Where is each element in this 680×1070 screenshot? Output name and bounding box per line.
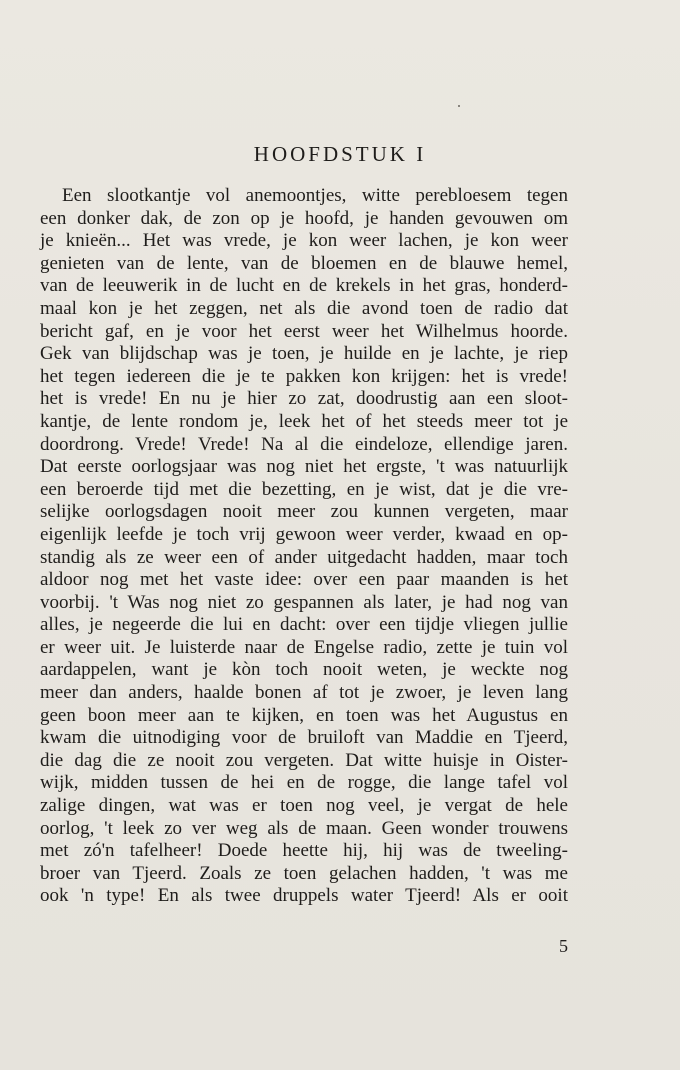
text-line: kwam die uitnodiging voor de bruiloft van Maddie en Tjeerd, [40,727,568,749]
text-line: er weer uit. Je luisterde naar de Engelse radio, zette je tuin vol [40,636,568,658]
text-line: oorlog, 't leek zo ver weg als de maan. Geen wonder trouwens [40,817,568,839]
page-number: 5 [559,936,568,956]
text-line: een beroerde tijd met die bezetting, en je wist, dat je die vre- [40,478,568,500]
text-line: selijke oorlogsdagen nooit meer zou kunnen vergeten, maar [40,501,568,523]
text-line: genieten van de lente, van de bloemen en de blauwe hemel, [40,252,568,274]
text-line: een donker dak, de zon op je hoofd, je handen gevouwen om [40,207,568,229]
text-line: alles, je negeerde die lui en dacht: over een tijdje vliegen jullie [40,614,568,636]
text-line: het is vrede! En nu je hier zo zat, doodrustig aan een sloot- [40,388,568,410]
body-text [40,185,568,908]
text-line: je knieën... Het was vrede, je kon weer lachen, je kon weer [40,230,568,252]
text-line: het tegen iedereen die je te pakken kon krijgen: het is vrede! [40,365,568,387]
text-line: voorbij. 't Was nog niet zo gespannen als later, je had nog van [40,591,568,613]
text-line: van de leeuwerik in de lucht en de krekels in het gras, honderd- [40,275,568,297]
paper-speck [458,105,460,107]
text-line: Dat eerste oorlogsjaar was nog niet het ergste, 't was natuurlijk [40,456,568,478]
text-line: broer van Tjeerd. Zoals ze toen gelachen hadden, 't was me [40,862,568,884]
text-line: eigenlijk leefde je toch vrij gewoon weer verder, kwaad en op- [40,523,568,545]
text-line: die dag die ze nooit zou vergeten. Dat witte huisje in Oister- [40,749,568,771]
text-line: meer dan anders, haalde bonen af tot je zwoer, je leven lang [40,682,568,704]
text-line: bericht gaf, en je voor het eerst weer het Wilhelmus hoorde. [40,320,568,342]
text-line: aardappelen, want je kòn toch nooit weten, je weckte nog [40,659,568,681]
text-line: standig als ze weer een of ander uitgedacht hadden, maar toch [40,546,568,568]
text-line: kantje, de lente rondom je, leek het of het steeds meer tot je [40,410,568,432]
text-line: zalige dingen, wat was er toen nog veel, je vergat de hele [40,795,568,817]
text-line: Een slootkantje vol anemoontjes, witte perebloesem tegen [62,185,568,206]
text-line: Gek van blijdschap was je toen, je huilde en je lachte, je riep [40,343,568,365]
text-line: maal kon je het zeggen, net als die avond toen de radio dat [40,297,568,319]
chapter-title: HOOFDSTUK I [253,142,427,166]
text-line: ook 'n type! En als twee druppels water Tjeerd! Als er ooit [40,885,568,907]
text-line: geen boon meer aan te kijken, en toen was het Augustus en [40,704,568,726]
text-line: aldoor nog met het vaste idee: over een paar maanden is het [40,569,568,591]
text-line: doordrong. Vrede! Vrede! Na al die eindeloze, ellendige jaren. [40,433,568,455]
text-line: wijk, midden tussen de hei en de rogge, die lange tafel vol [40,772,568,794]
text-line: met zó'n tafelheer! Doede heette hij, hij was de tweeling- [40,840,568,862]
